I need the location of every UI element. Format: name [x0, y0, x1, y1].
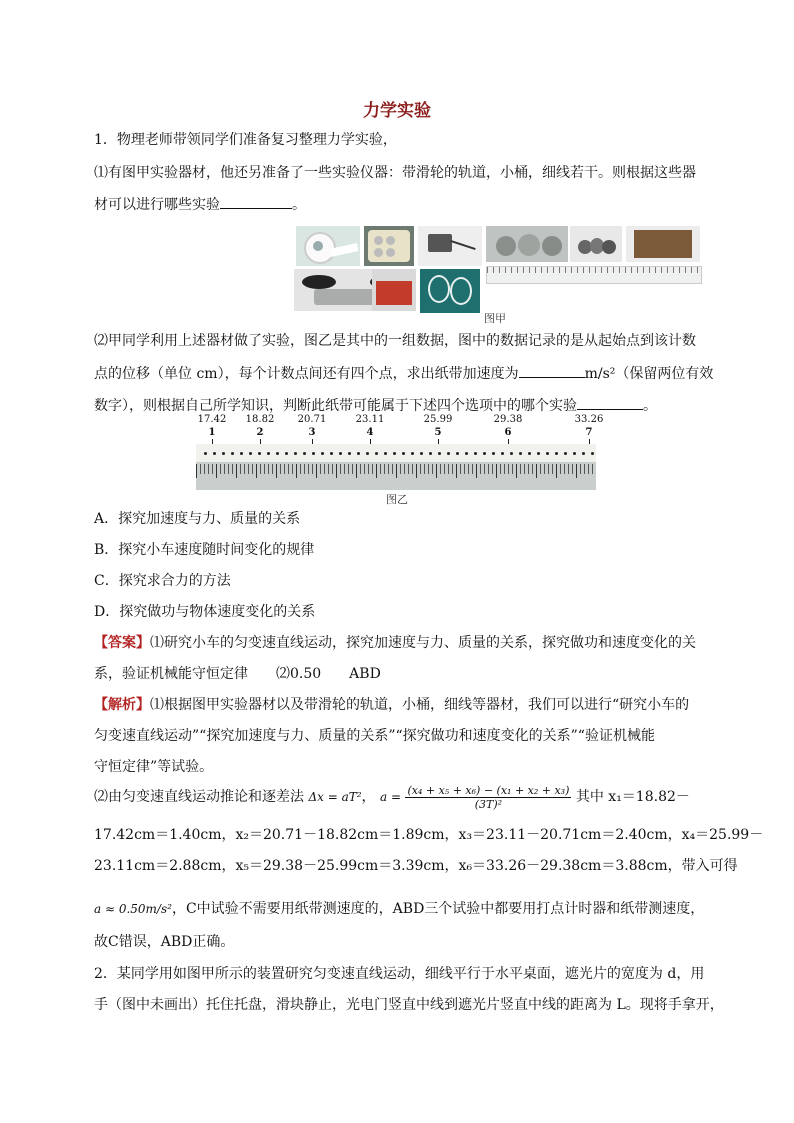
tape-dot [429, 452, 432, 455]
tape-dot [393, 452, 396, 455]
tape-dot [582, 452, 585, 455]
tape-value-label: 25.99 [423, 414, 453, 425]
tape-dot [492, 452, 495, 455]
tape-dot [438, 452, 441, 455]
tape-dot [303, 452, 306, 455]
tape-dot [573, 452, 576, 455]
tape-dot [321, 452, 324, 455]
formula-result: a ≈ 0.50m/s² [94, 902, 172, 916]
answer-blank-2 [519, 363, 585, 378]
tape-dot [357, 452, 360, 455]
answer-line2: 系，验证机械能守恒定律 ⑵0.50 ABD [94, 666, 381, 682]
explanation-line1: 【解析】⑴根据图甲实验器材以及带滑轮的轨道，小桶，细线等器材，我们可以进行“研究小车的 [94, 697, 690, 713]
tape-dot [222, 452, 225, 455]
tape-value-label: 17.42 [197, 414, 227, 425]
tape-dot [231, 452, 234, 455]
photo-wooden-block [626, 226, 700, 262]
explanation-line4: ⑵由匀变速直线运动推论和逐差法 Δx = aT²， a = $\frac{\text{(x₄ + x₅ + x₆) − (x₁ + x₂ + x₃)}}{\text{(3T)²}}$ 其中 x₁＝18.82－ [94, 783, 690, 811]
tape-dot [348, 452, 351, 455]
tape-point-label: 1 [208, 427, 216, 438]
photo-strings [420, 269, 480, 313]
q2-line2: 手（图中未画出）托住托盘，滑块静止，光电门竖直中线到遮光片竖直中线的距离为 L。现将手拿开， [94, 997, 724, 1013]
tape-dot [501, 452, 504, 455]
tape-dot [465, 452, 468, 455]
tape-dot [276, 452, 279, 455]
answer-blank-3 [577, 395, 643, 410]
photo-weight-tray [364, 226, 414, 266]
answer-blank-1 [220, 194, 292, 209]
tape-dot [483, 452, 486, 455]
tape-point-label: 2 [256, 427, 264, 438]
formula-fraction: $\frac{\text{(x₄ + x₅ + x₆) − (x₁ + x₂ + x₃)}}{\text{(3T)²}}$ [407, 783, 570, 811]
tape-dot [411, 452, 414, 455]
tape-dot [420, 452, 423, 455]
tape-value-label: 23.11 [355, 414, 385, 425]
tape-dot [510, 452, 513, 455]
tape-dot [447, 452, 450, 455]
tape-labels [196, 412, 604, 444]
tape-dot [294, 452, 297, 455]
q1-part1-line2: 材可以进行哪些实验 。 [94, 194, 306, 215]
tape-dot [456, 452, 459, 455]
tape-value-label: 33.26 [574, 414, 604, 425]
explanation-tag: 【解析】 [94, 697, 150, 713]
tape-dot [564, 452, 567, 455]
tape-point-label: 7 [585, 427, 593, 438]
photo-weight-set [372, 269, 416, 311]
tape-dot [258, 452, 261, 455]
tape-point-label: 3 [308, 427, 316, 438]
tape-value-label: 29.38 [493, 414, 523, 425]
tape-dot [384, 452, 387, 455]
explanation-line5: 17.42cm＝1.40cm，x₂＝20.71－18.82cm＝1.89cm，x₃＝23.11－20.71cm＝2.40cm，x₄＝25.99－ [94, 827, 764, 843]
tape-point-label: 4 [366, 427, 374, 438]
tape-dot [402, 452, 405, 455]
tape-dot [474, 452, 477, 455]
explanation-line3: 守恒定律”等试验。 [94, 759, 214, 775]
figure-paper-tape [196, 412, 604, 490]
tape-point-label: 6 [504, 427, 512, 438]
option-a: A．探究加速度与力、质量的关系 [94, 511, 301, 527]
tape-dot [267, 452, 270, 455]
tape-dot [528, 452, 531, 455]
tape-dot [249, 452, 252, 455]
q2-line1: 2．某同学用如图甲所示的装置研究匀变速直线运动，细线平行于水平桌面，遮光片的宽度为 d，用 [94, 966, 705, 982]
explanation-line2: 匀变速直线运动”“探究加速度与力、质量的关系”“探究做功和速度变化的关系”“验证机械能 [94, 728, 655, 744]
tape-dot [339, 452, 342, 455]
formula-a-label: a = [380, 790, 402, 804]
tape-dot [312, 452, 315, 455]
tape-value-label: 20.71 [297, 414, 327, 425]
tape-dot [285, 452, 288, 455]
tape-dot [375, 452, 378, 455]
explanation-line8: 故C错误，ABD正确。 [94, 934, 235, 950]
tape-dot [591, 452, 594, 455]
option-c: C．探究求合力的方法 [94, 573, 231, 589]
tape-dot [537, 452, 540, 455]
q1-part2-line1: ⑵甲同学利用上述器材做了实验，图乙是其中的一组数据，图中的数据记录的是从起始点到该计数 [94, 333, 696, 349]
option-b: B．探究小车速度随时间变化的规律 [94, 542, 315, 558]
explanation-line6: 23.11cm＝2.88cm，x₅＝29.38－25.99cm＝3.39cm，x₆＝33.26－29.38cm＝3.88cm，带入可得 [94, 858, 738, 874]
tape-dot [546, 452, 549, 455]
q1-stem: 1．物理老师带领同学们准备复习整理力学实验， [94, 132, 397, 148]
figure-caption-yi: 图乙 [386, 493, 408, 506]
figure-caption-jia: 图甲 [484, 312, 506, 325]
answer-tag: 【答案】 [94, 635, 150, 651]
tape-dot [555, 452, 558, 455]
photo-hook-weights [486, 226, 568, 262]
photo-timer-device [418, 226, 482, 266]
q1-part2-line2: 点的位移（单位 cm），每个计数点间还有四个点，求出纸带加速度为 m/s²（保留两位有效 [94, 363, 713, 384]
option-d: D．探究做功与物体速度变化的关系 [94, 604, 316, 620]
tape-dot [366, 452, 369, 455]
explanation-line7: a ≈ 0.50m/s²，C中试验不需要用纸带测速度的，ABD三个试验中都要用打点计时器和纸带测速度， [94, 901, 705, 917]
q1-part1-line1: ⑴有图甲实验器材，他还另准备了一些实验仪器：带滑轮的轨道，小桶，细线若干。则根据这些器 [94, 165, 696, 181]
tape-dot [519, 452, 522, 455]
photo-ruler [486, 266, 702, 284]
tape-dot [330, 452, 333, 455]
tape-dot [213, 452, 216, 455]
q1-part2-line3: 数字），则根据自己所学知识，判断此纸带可能属于下述四个选项中的哪个实验 。 [94, 395, 657, 416]
page-title: 力学实验 [363, 101, 431, 121]
photo-tape-roll [296, 226, 360, 266]
tape-dot [204, 452, 207, 455]
tape-point-label: 5 [434, 427, 442, 438]
photo-slotted-weights [570, 226, 622, 262]
answer-line1: 【答案】⑴研究小车的匀变速直线运动，探究加速度与力、质量的关系，探究做功和速度变化的关 [94, 635, 696, 651]
formula-delta-x: Δx = aT² [308, 790, 362, 804]
tape-value-label: 18.82 [245, 414, 275, 425]
tape-dot [240, 452, 243, 455]
tape-ruler [196, 444, 596, 490]
